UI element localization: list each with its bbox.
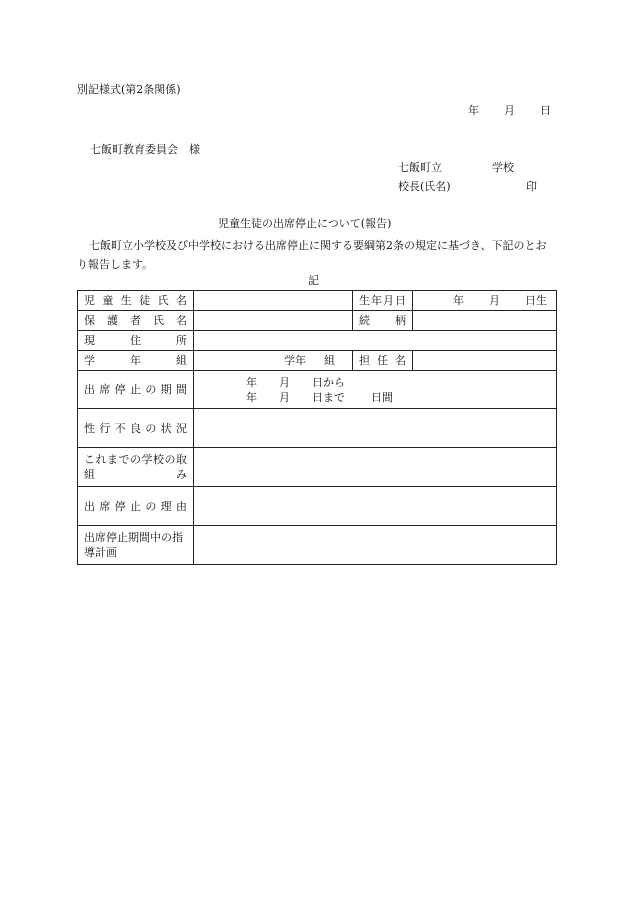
form-style-label: 別記様式(第2条関係) bbox=[77, 83, 181, 96]
period-to-line bbox=[246, 390, 550, 405]
school-prefix: 七飯町立 bbox=[398, 161, 442, 174]
table-row-address bbox=[78, 331, 557, 351]
body-paragraph: 七飯町立小学校及び中学校における出席停止に関する要綱第2条の規定に基づき、下記のとおり報告します。 bbox=[77, 239, 547, 271]
birth-month: 月 bbox=[489, 294, 500, 307]
birth-date-label: 生年月日 bbox=[353, 291, 413, 311]
table-row-efforts bbox=[78, 448, 557, 487]
table-row-period bbox=[78, 371, 557, 409]
date-day: 日 bbox=[540, 104, 551, 117]
document-title: 児童生徒の出席停止について(報告) bbox=[218, 217, 392, 230]
addressee: 七飯町教育委員会 様 bbox=[90, 143, 200, 156]
reason-label: 出席停止の理由 bbox=[78, 487, 194, 526]
plan-label: 出席停止期間中の指導計画 bbox=[78, 526, 194, 565]
address-field bbox=[194, 331, 557, 351]
period-days: 日間 bbox=[371, 390, 393, 404]
report-table bbox=[77, 290, 557, 565]
principal-label: 校長(氏名) bbox=[398, 180, 451, 193]
birth-day: 日生 bbox=[525, 294, 547, 307]
table-row-reason bbox=[78, 487, 557, 526]
ki-heading: 記 bbox=[308, 274, 319, 287]
relation-label: 続 柄 bbox=[353, 311, 413, 331]
guardian-name-label: 保護者氏名 bbox=[78, 311, 194, 331]
address-label: 現 住 所 bbox=[78, 331, 194, 351]
efforts-field bbox=[194, 448, 557, 487]
class-value: 組 bbox=[324, 354, 335, 367]
table-row-guardian bbox=[78, 311, 557, 331]
student-name-label: 児童生徒氏名 bbox=[78, 291, 194, 311]
table-row-student bbox=[78, 291, 557, 311]
period-to: 年 月 日まで bbox=[246, 390, 345, 404]
principal-line bbox=[398, 180, 537, 194]
conduct-label: 性行不良の状況 bbox=[78, 409, 194, 448]
school-suffix: 学校 bbox=[492, 161, 514, 174]
plan-field bbox=[194, 526, 557, 565]
grade-value: 学年 bbox=[284, 354, 306, 367]
period-from: 年 月 日から bbox=[246, 375, 345, 389]
efforts-label: これまでの学校の取組み bbox=[78, 448, 194, 487]
relation-field bbox=[413, 311, 557, 331]
table-row-grade bbox=[78, 351, 557, 371]
date-year: 年 bbox=[468, 104, 479, 117]
grade-class-field bbox=[194, 351, 353, 371]
birth-year: 年 bbox=[453, 294, 464, 307]
guardian-name-field bbox=[194, 311, 353, 331]
date-line bbox=[468, 104, 551, 118]
seal-mark: 印 bbox=[526, 180, 537, 193]
reason-field bbox=[194, 487, 557, 526]
conduct-field bbox=[194, 409, 557, 448]
teacher-field bbox=[413, 351, 557, 371]
table-row-conduct bbox=[78, 409, 557, 448]
date-month: 月 bbox=[504, 104, 515, 117]
teacher-label: 担任名 bbox=[353, 351, 413, 371]
grade-class-label: 学年組 bbox=[78, 351, 194, 371]
period-field bbox=[194, 371, 557, 409]
table-row-plan bbox=[78, 526, 557, 565]
period-label: 出席停止の期間 bbox=[78, 371, 194, 409]
school-line bbox=[398, 161, 514, 175]
birth-date-field bbox=[413, 291, 557, 311]
student-name-field bbox=[194, 291, 353, 311]
